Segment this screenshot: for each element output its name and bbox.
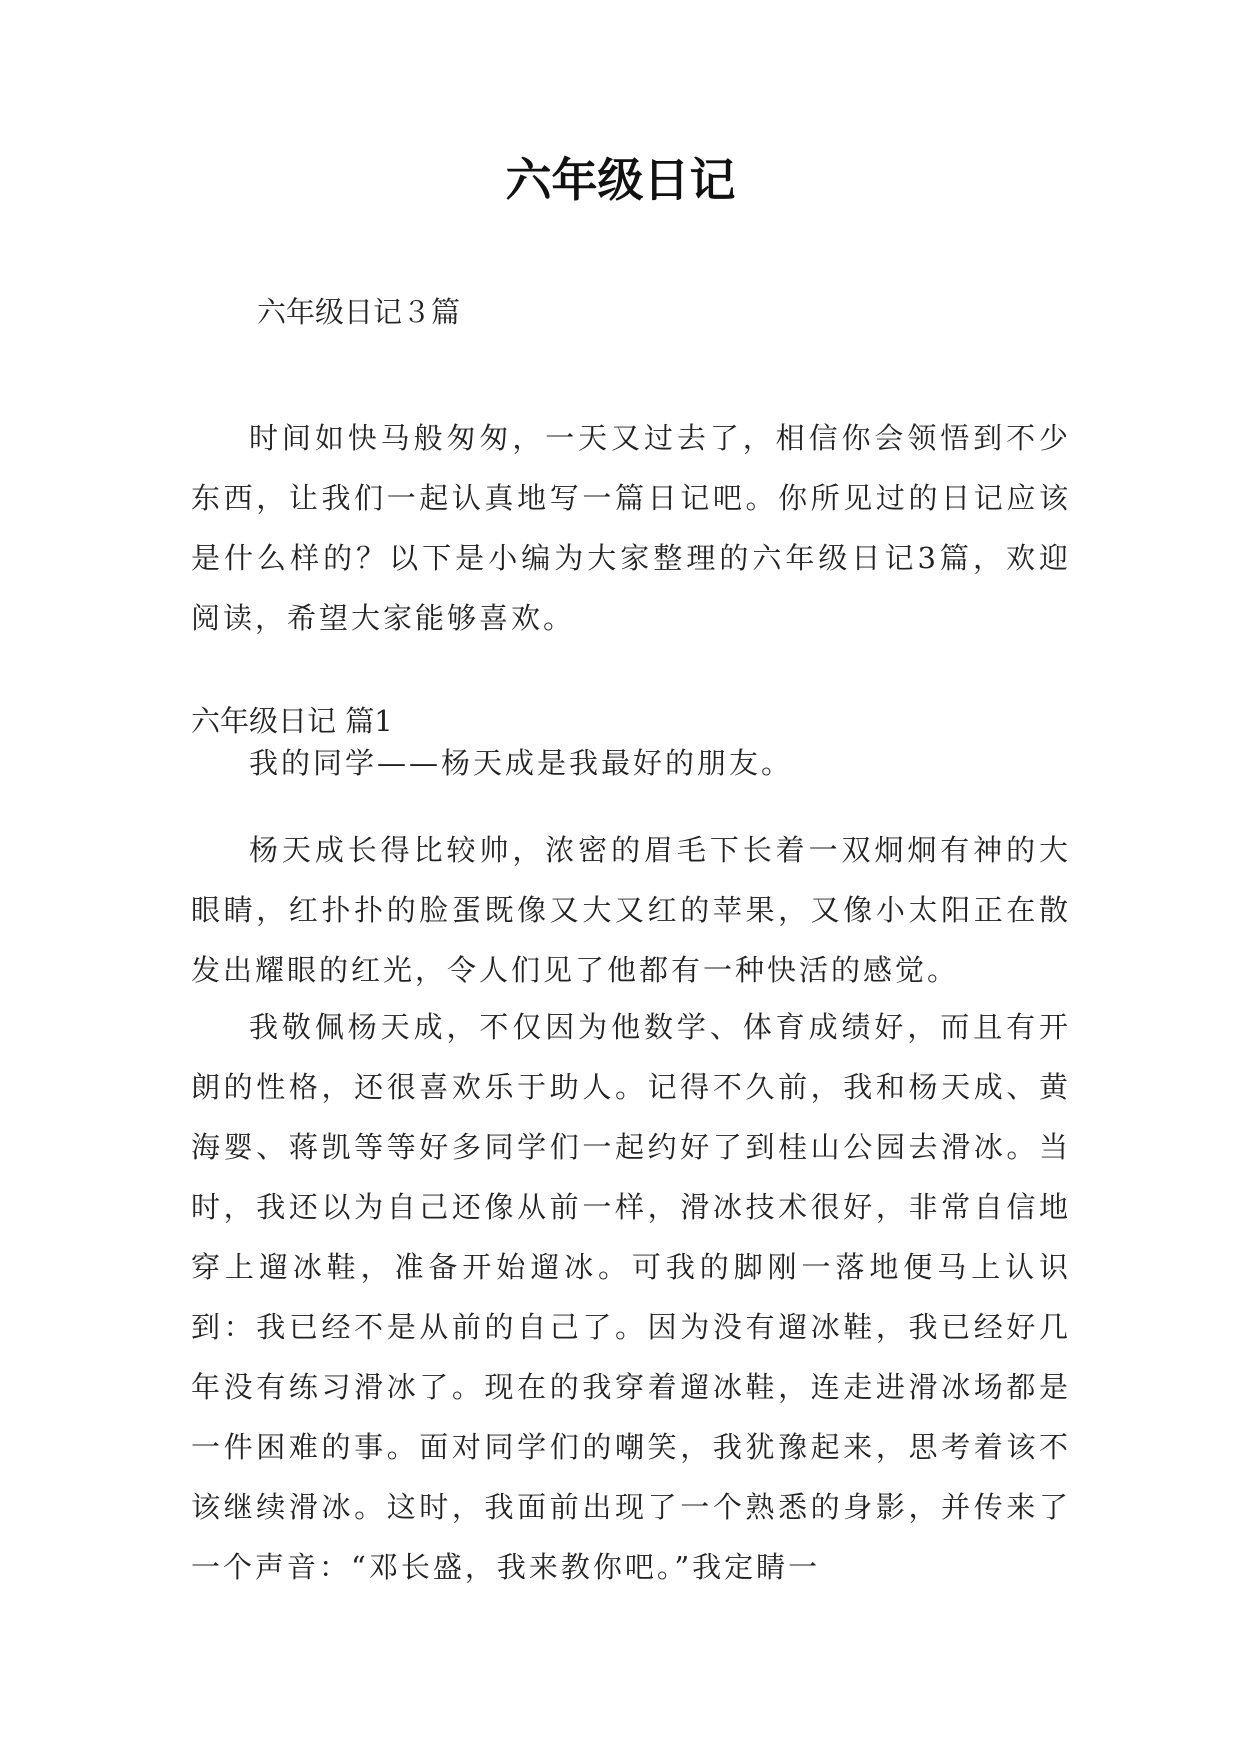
section-heading: 六年级日记 篇1 bbox=[191, 704, 393, 738]
document-subtitle: 六年级日记３篇 bbox=[257, 295, 461, 329]
body-paragraph: 杨天成长得比较帅，浓密的眉毛下长着一双炯炯有神的大眼睛，红扑扑的脸蛋既像又大又红的苹果，又像小太阳正在散发出耀眼的红光，令人们见了他都有一种快活的感觉。 bbox=[191, 833, 1071, 987]
document-title: 六年级日记 bbox=[505, 153, 736, 207]
body-paragraph: 我的同学——杨天成是我最好的朋友。 bbox=[249, 746, 794, 780]
body-paragraph: 我敬佩杨天成，不仅因为他数学、体育成绩好，而且有开朗的性格，还很喜欢乐于助人。记得不久前，我和杨天成、黄海婴、蒋凯等等好多同学们一起约好了到桂山公园去滑冰。当时，我还以为自己还像从前一样，滑冰技术很好，非常自信地穿上遛冰鞋，准备开始遛冰。可我的脚刚一落地便马上认识到：我已经不是从前的自己了。因为没有遛冰鞋，我已经好几年没有练习滑冰了。现在的我穿着遛冰鞋，连走进滑冰场都是一件困难的事。面对同学们的嘲笑，我犹豫起来，思考着该不该继续滑冰。这时，我面前出现了一个熟悉的身影，并传来了一个声音：“邓长盛，我来教你吧。”我定睛一 bbox=[191, 1010, 1071, 1584]
intro-paragraph: 时间如快马般匆匆，一天又过去了，相信你会领悟到不少东西，让我们一起认真地写一篇日记吧。你所见过的日记应该是什么样的？以下是小编为大家整理的六年级日记3篇，欢迎阅读，希望大家能够喜欢。 bbox=[191, 421, 1071, 635]
